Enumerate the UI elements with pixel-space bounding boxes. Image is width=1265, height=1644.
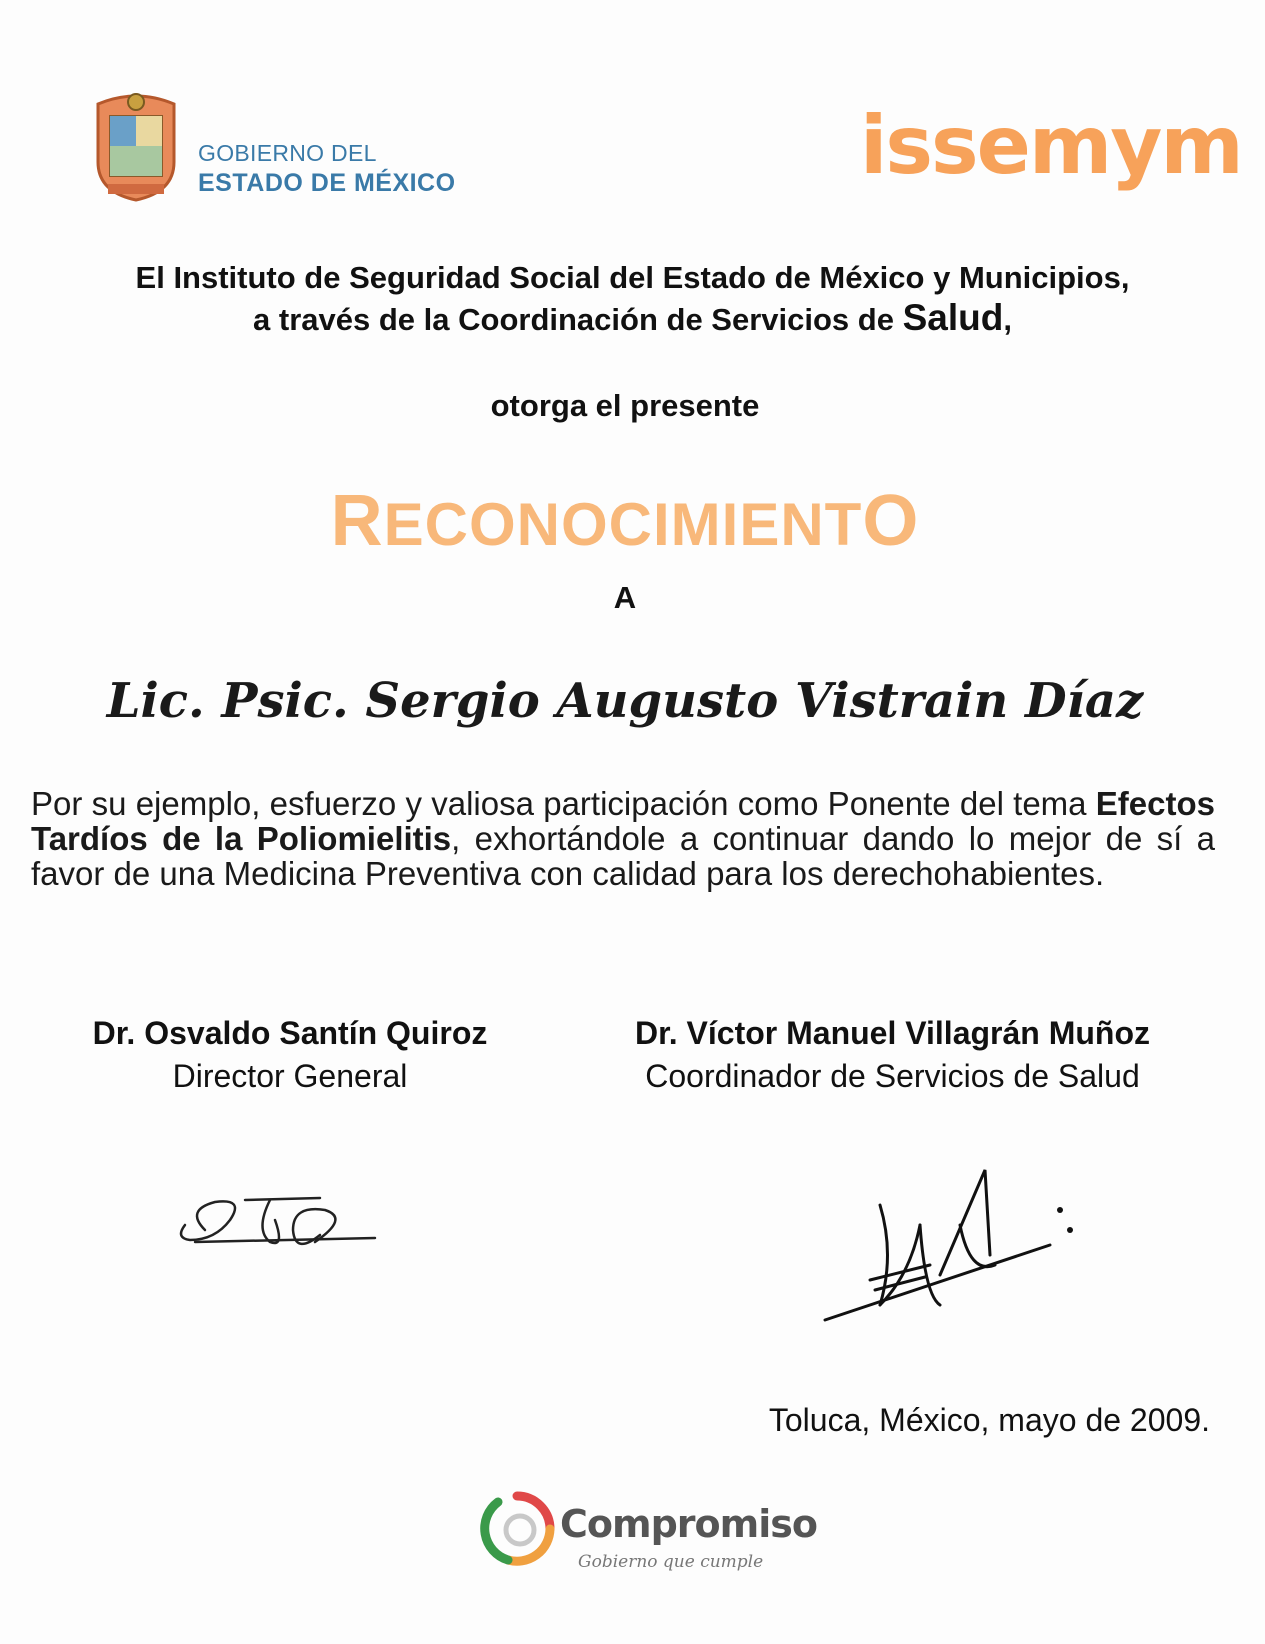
state-crest-icon [88,92,184,202]
intro-line2 [30,298,1235,340]
compromiso-logo [478,1490,817,1580]
gov-logo-block [88,92,488,202]
body-part2: , exhortándole a continuar dando lo mejor de sí a favor de una Medicina Preventiva con calidad para los derechohabientes. [31,820,1215,892]
title-middle: ECONOCIMIENT [383,491,863,558]
certificate-title [0,481,1250,561]
compromiso-swirl-icon [478,1490,556,1568]
intro-line2-pre: a través de la Coordinación de Servicios de [253,302,903,337]
signatory1-name: Dr. Osvaldo Santín Quiroz [92,1015,488,1051]
gov-line2: ESTADO DE MÉXICO [198,168,456,197]
title-first: R [330,481,384,561]
intro-text [30,258,1235,340]
intro-salud: Salud [902,297,1004,338]
signature1-icon [175,1180,395,1270]
otorga-text: otorga el presente [490,388,760,423]
intro-line1: El Instituto de Seguridad Social del Estado de México y Municipios, [135,260,1130,295]
signatory2-title: Coordinador de Servicios de Salud [645,1058,1140,1094]
issemym-logo: issemym [860,99,1242,192]
place-date: Toluca, México, mayo de 2009. [768,1402,1210,1438]
compromiso-word: Compromiso [560,1502,817,1546]
a-letter: A [613,580,637,615]
signatory1-title: Director General [172,1058,408,1094]
intro-line2-post: , [1003,302,1012,337]
title-last: O [862,481,920,561]
body-topic: Efectos Tardíos de la Poliomielitis [31,785,1215,857]
recipient-name: Lic. Psic. Sergio Augusto Vistrain Díaz [106,673,1144,729]
gov-line1: GOBIERNO DEL [198,140,377,166]
body-part1: Por su ejemplo, esfuerzo y valiosa participación como Ponente del tema [31,785,1096,822]
compromiso-tagline: Gobierno que cumple [578,1552,764,1572]
signatory2-name: Dr. Víctor Manuel Villagrán Muñoz [634,1015,1151,1051]
signature2-icon [820,1165,1100,1325]
body-text [31,786,1215,891]
